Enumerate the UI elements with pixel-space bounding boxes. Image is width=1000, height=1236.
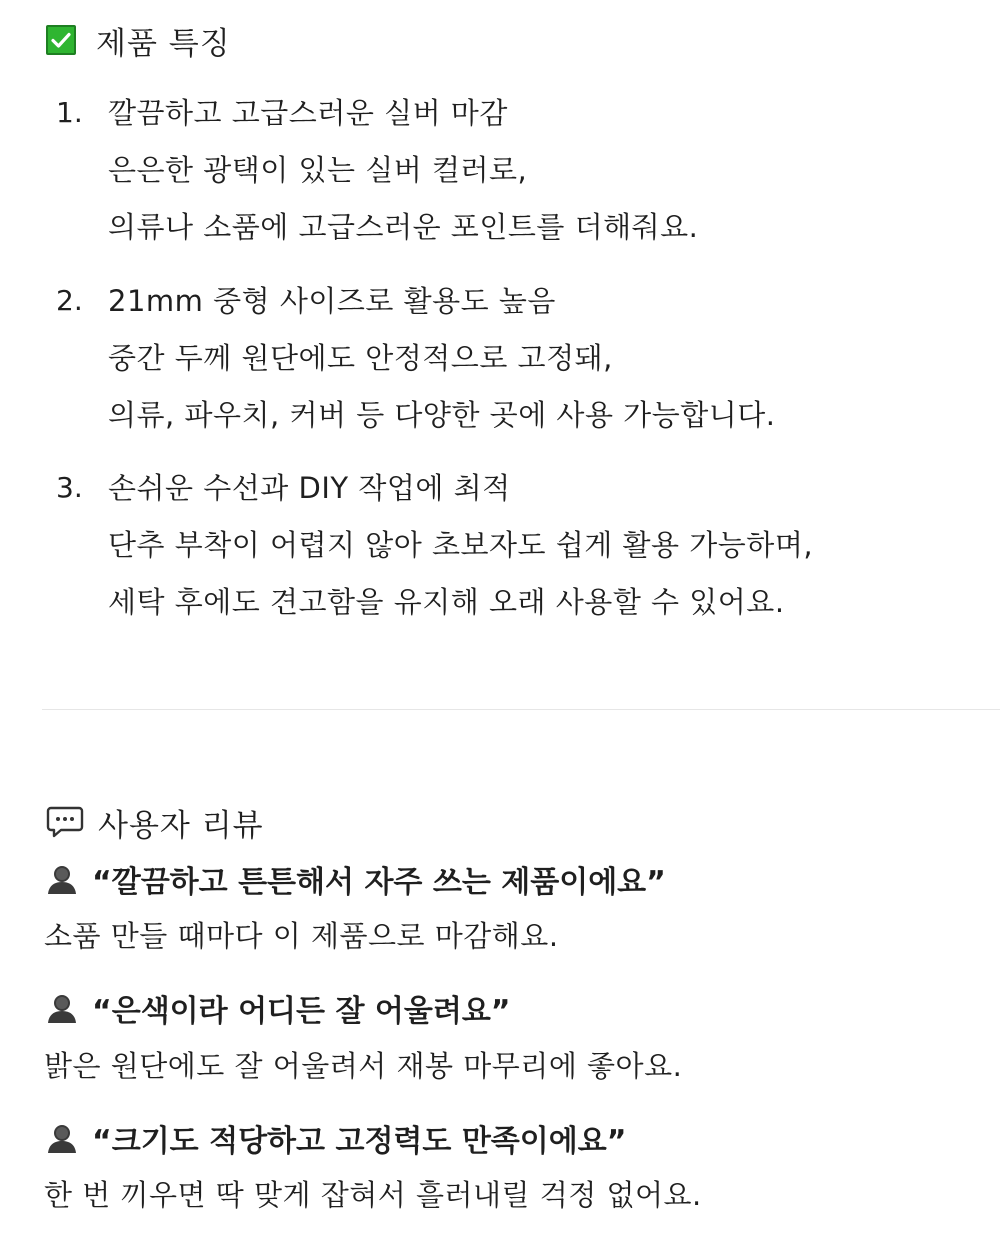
feature-description-line: 은은한 광택이 있는 실버 컬러로, xyxy=(108,153,528,187)
feature-headline: 손쉬운 수선과 DIY 작업에 최적 xyxy=(108,471,511,505)
feature-description-line: 세탁 후에도 견고함을 유지해 오래 사용할 수 있어요. xyxy=(108,585,785,619)
review-quote-text: “은색이라 어디든 잘 어울려요” xyxy=(92,994,511,1029)
review-quote-text: “깔끔하고 튼튼해서 자주 쓰는 제품이에요” xyxy=(92,865,666,900)
section-divider xyxy=(42,709,1000,710)
speech-bubble-icon xyxy=(46,805,84,839)
feature-headline: 21mm 중형 사이즈로 활용도 높음 xyxy=(108,284,556,318)
review-quote-3 xyxy=(46,1116,626,1160)
review-quote-2 xyxy=(46,986,511,1030)
feature-description-line: 중간 두께 원단에도 안정적으로 고정돼, xyxy=(108,341,613,375)
features-section-title xyxy=(46,20,231,60)
check-mark-box-icon xyxy=(46,25,76,55)
feature-number: 1. xyxy=(56,96,83,129)
feature-description-line: 의류나 소품에 고급스러운 포인트를 더해줘요. xyxy=(108,210,699,244)
review-body-3: 한 번 끼우면 딱 맞게 잡혀서 흘러내릴 걱정 없어요. xyxy=(44,1178,702,1212)
review-quote-text: “크기도 적당하고 고정력도 만족이에요” xyxy=(92,1124,627,1159)
features-title-text: 제품 특징 xyxy=(96,25,231,62)
feature-number: 2. xyxy=(56,284,83,317)
person-silhouette-icon xyxy=(46,992,78,1024)
feature-headline: 깔끔하고 고급스러운 실버 마감 xyxy=(108,96,508,130)
person-silhouette-icon xyxy=(46,863,78,895)
person-silhouette-icon xyxy=(46,1122,78,1154)
review-quote-1 xyxy=(46,857,666,901)
reviews-title-text: 사용자 리뷰 xyxy=(98,807,264,844)
feature-description-line: 단추 부착이 어렵지 않아 초보자도 쉽게 활용 가능하며, xyxy=(108,528,814,562)
feature-number: 3. xyxy=(56,471,83,504)
review-body-2: 밝은 원단에도 잘 어울려서 재봉 마무리에 좋아요. xyxy=(44,1049,683,1083)
review-body-1: 소품 만들 때마다 이 제품으로 마감해요. xyxy=(44,919,559,953)
feature-description-line: 의류, 파우치, 커버 등 다양한 곳에 사용 가능합니다. xyxy=(108,398,776,432)
reviews-section-title xyxy=(46,802,264,842)
